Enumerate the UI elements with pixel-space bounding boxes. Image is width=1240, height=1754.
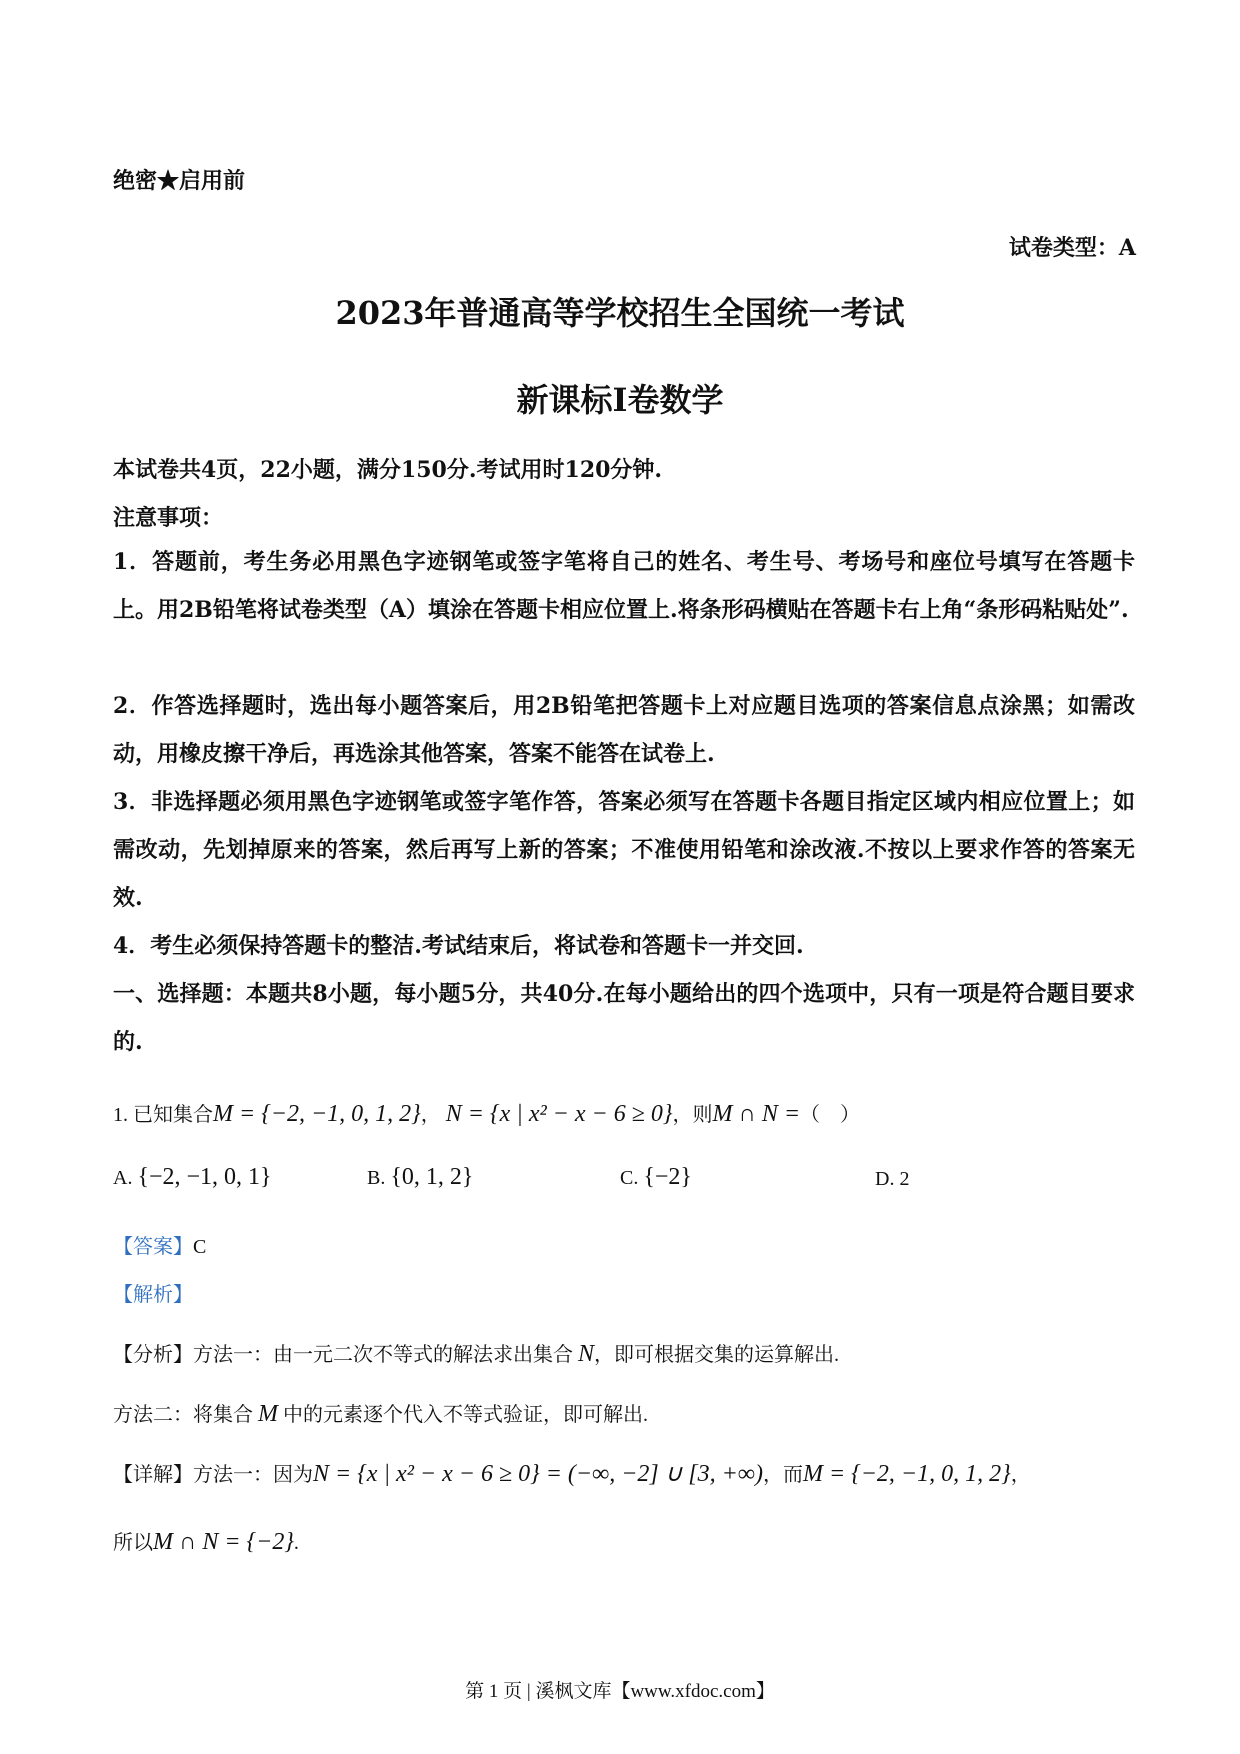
option-c-label: C. — [620, 1167, 639, 1189]
analysis-fenxi — [113, 1338, 839, 1368]
detail-label: 【详解】 — [113, 1464, 193, 1486]
answer-value: C — [193, 1236, 207, 1258]
question-1 — [113, 1098, 860, 1128]
option-d-value: 2 — [899, 1168, 910, 1190]
analysis-label: 【解析】 — [113, 1284, 193, 1306]
question-1-ask: ，则 — [672, 1104, 713, 1126]
exam-subtitle: 新课标Ⅰ卷数学 — [516, 381, 724, 419]
answer-label: 【答案】 — [113, 1236, 193, 1258]
option-c — [620, 1164, 692, 1191]
analysis-method-2 — [113, 1398, 648, 1428]
notice-item-3: 3．非选择题必须用黑色字迹钢笔或签字笔作答，答案必须写在答题卡各题目指定区域内相应位置上；如需改动，先划掉原来的答案，然后再写上新的答案；不准使用铅笔和涂改液.不按以上要求作答的答案无效. — [113, 789, 1135, 911]
analysis-detail — [113, 1458, 1031, 1488]
option-a-value: {−2, −1, 0, 1} — [137, 1164, 272, 1190]
option-d — [875, 1168, 909, 1191]
set-m-expression: M = {−2, −1, 0, 1, 2} — [213, 1101, 421, 1127]
detail-text-2: ，而 — [762, 1464, 803, 1486]
method2-text-2: 中的元素逐个代入不等式验证，即可解出. — [283, 1404, 648, 1426]
option-b-value: {0, 1, 2} — [390, 1164, 474, 1190]
option-c-value: {−2} — [643, 1164, 692, 1190]
option-b — [367, 1164, 473, 1191]
question-1-prefix: 1. 已知集合 — [113, 1104, 213, 1126]
analysis-heading — [113, 1278, 193, 1307]
method2-text-1: 方法二：将集合 — [113, 1404, 253, 1426]
section-1-heading: 一、选择题：本题共8小题，每小题5分，共40分.在每小题给出的四个选项中，只有一项是符合题目要求的. — [113, 981, 1135, 1055]
method2-variable: M — [258, 1401, 278, 1427]
detail-expression-1: N = {x | x² − x − 6 ≥ 0} = (−∞, −2] ∪ [3, +∞) — [313, 1461, 763, 1487]
notice-item-1: 1．答题前，考生务必用黑色字迹钢笔或签字笔将自己的姓名、考生号、考场号和座位号填写在答题卡上。用2B铅笔将试卷类型（A）填涂在答题卡相应位置上.将条形码横贴在答题卡右上角“条形码粘贴处”. — [113, 549, 1135, 623]
option-a-label: A. — [113, 1167, 133, 1189]
conclusion-expression: M ∩ N = {−2} — [153, 1529, 294, 1555]
set-n-expression: N = {x | x² − x − 6 ≥ 0} — [445, 1101, 673, 1127]
confidential-label: 绝密★启用前 — [113, 168, 246, 194]
option-b-label: B. — [367, 1167, 386, 1189]
fenxi-text-2: ，即可根据交集的运算解出. — [594, 1344, 840, 1366]
notice-item-4: 4．考生必须保持答题卡的整洁.考试结束后，将试卷和答题卡一并交回. — [113, 933, 804, 959]
fenxi-variable: N — [578, 1341, 595, 1367]
detail-text-1: 方法一：因为 — [193, 1464, 313, 1486]
conclusion-text: 所以 — [113, 1532, 153, 1554]
answer-bracket: （ ） — [800, 1104, 861, 1126]
notice-item-2: 2．作答选择题时，选出每小题答案后，用2B铅笔把答题卡上对应题目选项的答案信息点涂黑；如需改动，用橡皮擦干净后，再选涂其他答案，答案不能答在试卷上. — [113, 693, 1135, 767]
notice-heading: 注意事项： — [113, 505, 224, 531]
answer-line — [113, 1230, 206, 1259]
page-footer: 第 1 页 | 溪枫文库【www.xfdoc.com】 — [465, 1681, 775, 1702]
exam-intro: 本试卷共4页，22小题，满分150分.考试用时120分钟. — [113, 457, 663, 483]
option-d-label: D. — [875, 1168, 895, 1190]
fenxi-text-1: 方法一：由一元二次不等式的解法求出集合 — [193, 1344, 573, 1366]
paper-type-label: 试卷类型：A — [1008, 235, 1136, 261]
option-a — [113, 1164, 272, 1191]
conclusion-end: . — [293, 1532, 299, 1554]
question-1-comma: ， — [420, 1104, 441, 1126]
detail-text-3: ， — [1010, 1464, 1031, 1486]
analysis-conclusion — [113, 1526, 299, 1556]
intersection-expression: M ∩ N = — [712, 1101, 801, 1127]
fenxi-label: 【分析】 — [113, 1344, 193, 1366]
exam-title: 2023年普通高等学校招生全国统一考试 — [335, 294, 905, 332]
detail-expression-2: M = {−2, −1, 0, 1, 2} — [802, 1461, 1011, 1487]
